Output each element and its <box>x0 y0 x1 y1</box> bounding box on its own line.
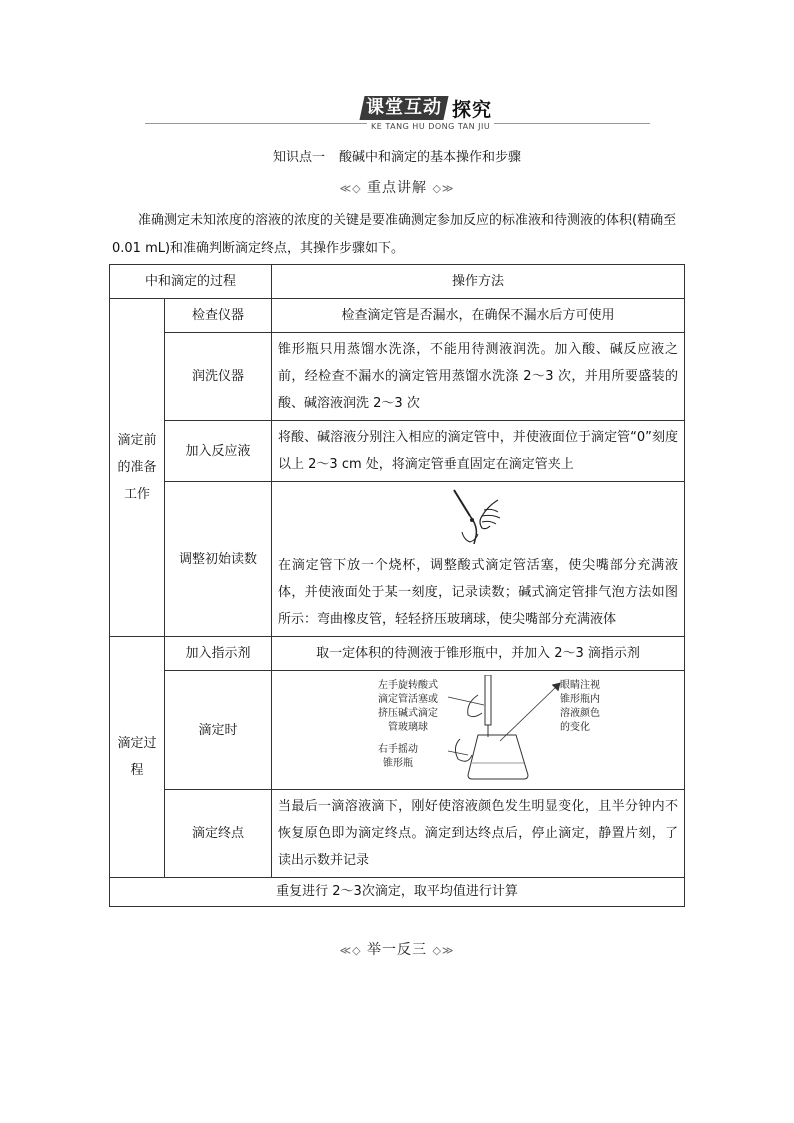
table-footer-row <box>110 878 685 907</box>
header-title-dark: 课堂互动 <box>359 96 448 120</box>
key-explanation-heading: ≪◇ 重点讲解 ◇≫ <box>339 180 455 196</box>
table-row <box>110 421 685 482</box>
group-prep: 滴定前的准备工作 <box>110 299 165 637</box>
step-name: 加入指示剂 <box>165 637 272 671</box>
table-row <box>110 299 685 333</box>
intro-paragraph: 准确测定未知浓度的溶液的浓度的关键是要准确测定参加反应的标准液和待测液的体积(精确至 0.01 mL)和准确判断滴定终点，其操作步骤如下。 <box>112 213 677 256</box>
left-ornament-icon: ≪◇ <box>339 944 362 957</box>
step-name: 检查仪器 <box>165 299 272 333</box>
header-process: 中和滴定的过程 <box>110 265 272 299</box>
table-row <box>110 482 685 637</box>
label-right-hand: 右手摇动 锥形瓶 <box>378 744 419 769</box>
header-method: 操作方法 <box>272 265 685 299</box>
step-method-with-figure <box>272 482 685 637</box>
right-ornament-icon: ◇≫ <box>432 944 455 957</box>
left-ornament-icon: ≪◇ <box>339 182 362 195</box>
header-title <box>362 96 492 120</box>
table-row <box>110 333 685 421</box>
knowledge-point-heading <box>0 146 794 165</box>
practice-heading: ≪◇ 举一反三 ◇≫ <box>339 942 455 958</box>
step-method: 将酸、碱溶液分别注入相应的滴定管中，并使液面位于滴定管“0”刻度以上 2～3 cm 处，将滴定管垂直固定在滴定管夹上 <box>272 421 685 482</box>
titration-figure-cell <box>272 671 685 790</box>
table-footer: 重复进行 2～3次滴定，取平均值进行计算 <box>110 878 685 907</box>
table-header-row <box>110 265 685 299</box>
table-row <box>110 790 685 878</box>
table-row <box>110 637 685 671</box>
knowledge-point-title: 酸碱中和滴定的基本操作和步骤 <box>339 150 522 165</box>
titration-setup-icon <box>438 675 578 785</box>
table-row <box>110 671 685 790</box>
step-method: 取一定体积的待测液于锥形瓶中，并加入 2～3 滴指示剂 <box>272 637 685 671</box>
step-method: 在滴定管下放一个烧杯，调整酸式滴定管活塞，使尖嘴部分充满液体，并使液面处于某一刻度，记录读数；碱式滴定管排气泡方法如图所示：弯曲橡皮管，轻轻挤压玻璃球，使尖嘴部分充满液体 <box>278 558 678 627</box>
knowledge-point-label: 知识点一 <box>272 150 325 165</box>
label-left-hand: 左手旋转酸式 滴定管活塞或 挤压碱式滴定 管玻璃球 <box>378 680 439 733</box>
bubble-removal-figure <box>278 482 678 552</box>
step-name: 调整初始读数 <box>165 482 272 637</box>
step-method: 当最后一滴溶液滴下，刚好使溶液颜色发生明显变化，且半分钟内不恢复原色即为滴定终点。滴定到达终点后，停止滴定，静置片刻，了读出示数并记录 <box>272 790 685 878</box>
group-titration: 滴定过程 <box>110 637 165 878</box>
step-method: 锥形瓶只用蒸馏水洗涤，不能用待测液润洗。加入酸、碱反应液之前，经检查不漏水的滴定管用蒸馏水洗涤 2～3 次，并用所要盛装的酸、碱溶液润洗 2～3 次 <box>272 333 685 421</box>
step-name: 加入反应液 <box>165 421 272 482</box>
titration-steps-table <box>109 264 685 907</box>
hand-squeezing-tube-icon <box>448 486 508 548</box>
step-name: 滴定终点 <box>165 790 272 878</box>
label-eyes: 眼睛注视 锥形瓶内 溶液颜色 的变化 <box>560 680 601 733</box>
header-subtitle: KE TANG HU DONG TAN JIU <box>367 122 494 131</box>
step-method: 检查滴定管是否漏水，在确保不漏水后方可使用 <box>272 299 685 333</box>
titration-figure <box>278 675 678 785</box>
step-name: 滴定时 <box>165 671 272 790</box>
header-title-light: 探究 <box>452 98 493 121</box>
step-name: 润洗仪器 <box>165 333 272 421</box>
section-header <box>0 96 794 136</box>
right-ornament-icon: ◇≫ <box>432 182 455 195</box>
